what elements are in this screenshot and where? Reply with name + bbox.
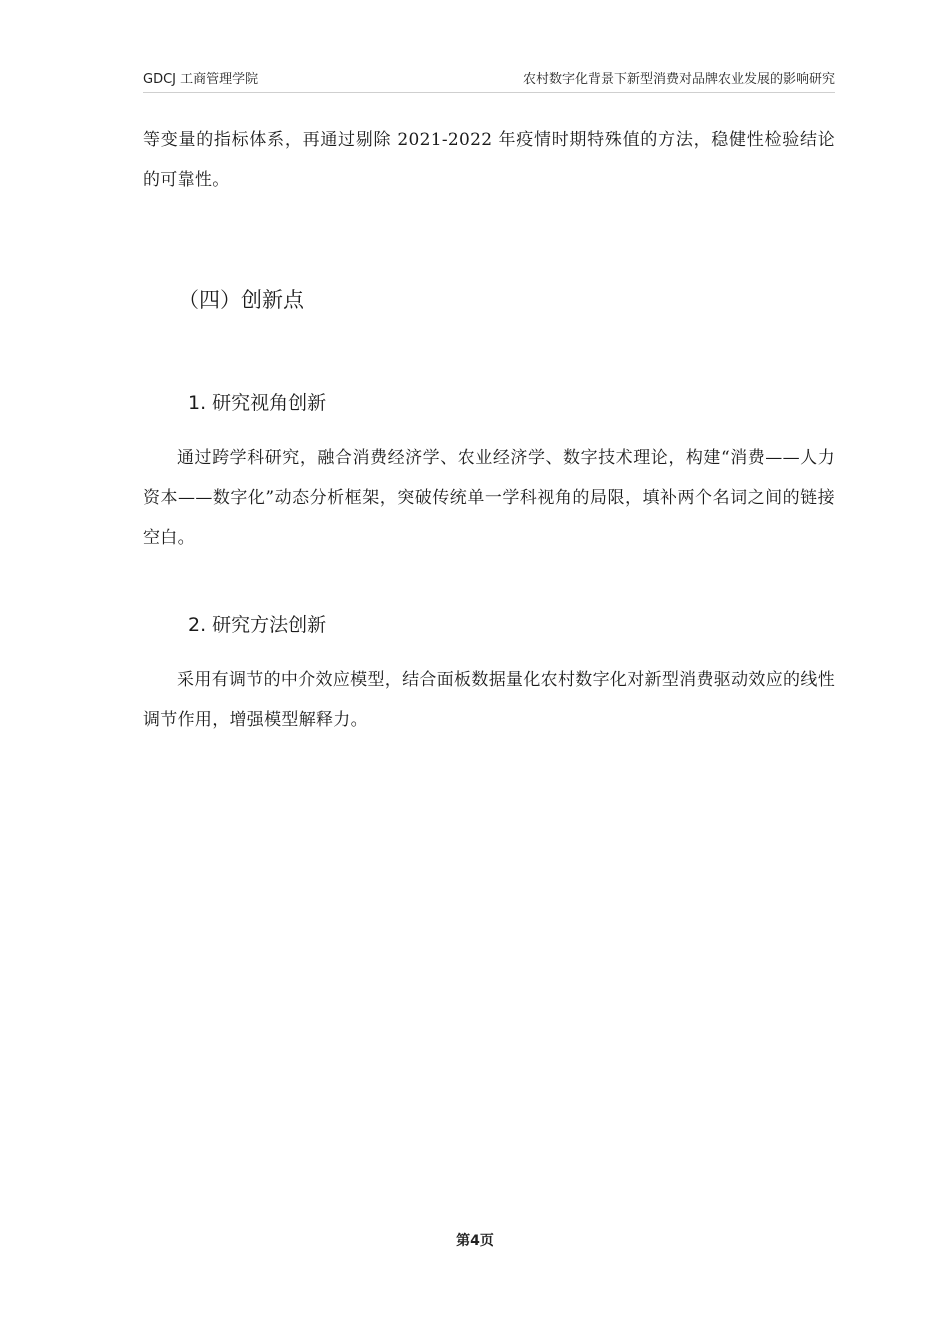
page-header <box>143 66 835 93</box>
subsection-heading-2: 2. 研究方法创新 <box>188 614 327 636</box>
subsection-paragraph-1: 通过跨学科研究，融合消费经济学、农业经济学、数字技术理论，构建“消费——人力资本——数字化”动态分析框架，突破传统单一学科视角的局限，填补两个名词之间的链接空白。 <box>143 448 835 548</box>
section-heading: （四）创新点 <box>178 288 304 312</box>
subsection-heading-1: 1. 研究视角创新 <box>188 392 327 414</box>
header-paper-title: 农村数字化背景下新型消费对品牌农业发展的影响研究 <box>522 72 835 87</box>
continuation-paragraph: 等变量的指标体系，再通过剔除 2021-2022 年疫情时期特殊值的方法，稳健性检验结论的可靠性。 <box>143 130 835 190</box>
header-institution: GDCJ 工商管理学院 <box>143 72 259 87</box>
subsection-paragraph-2: 采用有调节的中介效应模型，结合面板数据量化农村数字化对新型消费驱动效应的线性调节作用，增强模型解释力。 <box>143 670 835 730</box>
page-number: 第4页 <box>456 1233 494 1249</box>
